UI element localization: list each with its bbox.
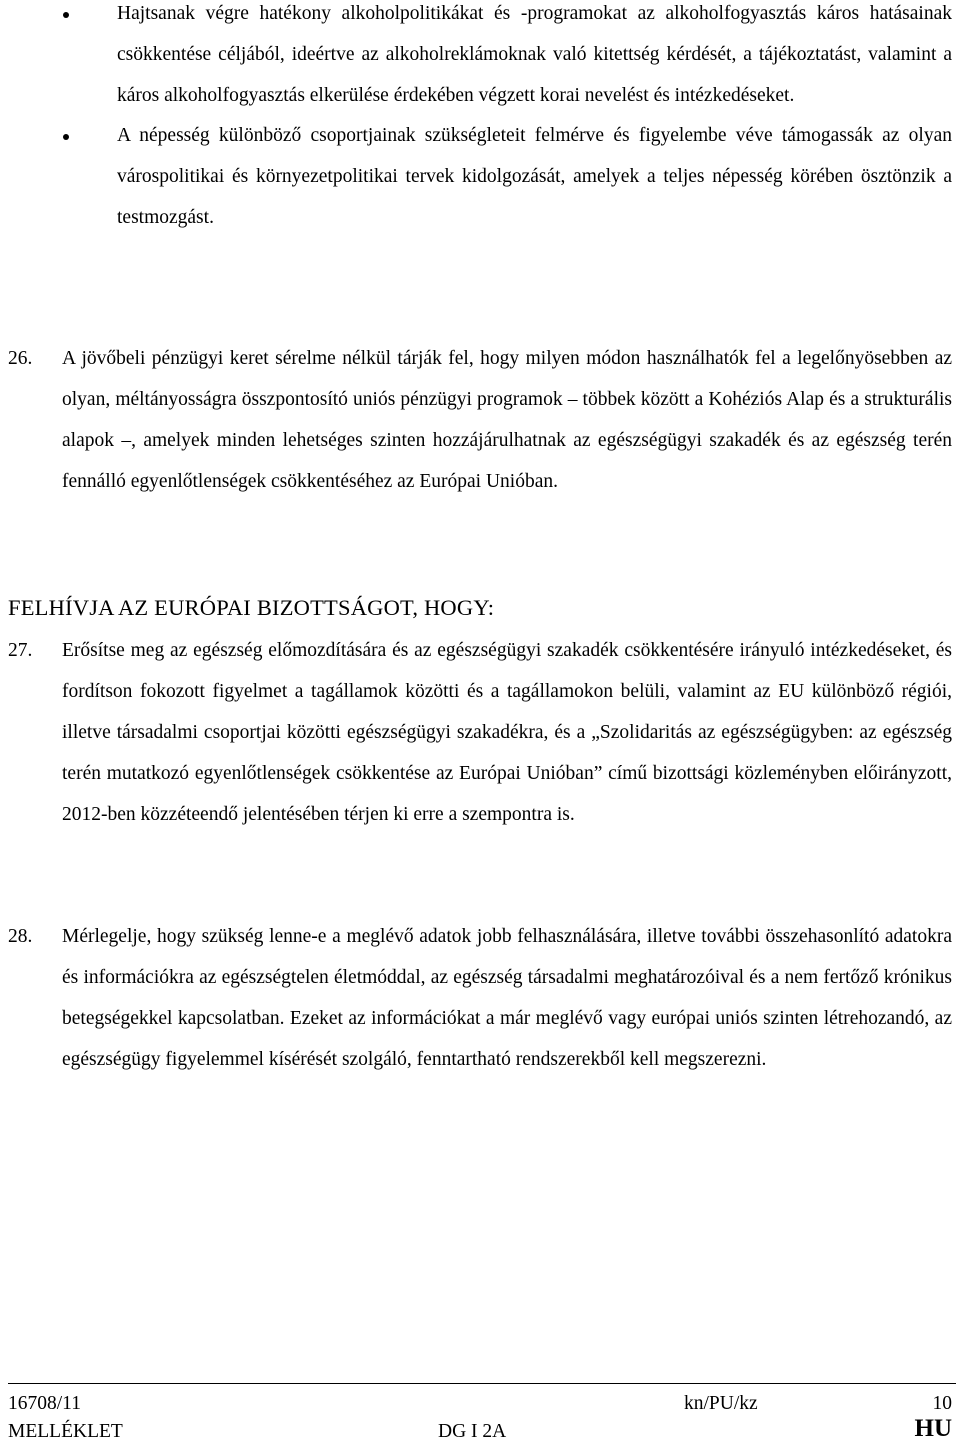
bullet-text: A népesség különböző csoportjainak szükségleteit felmérve és figyelembe véve támogassák az olyan várospolitikai és környezetpolitikai tervek kidolgozását, amelyek a teljes népesség körében ösztönzik a testmozgást. <box>117 125 952 228</box>
bullet-icon <box>63 12 69 18</box>
paragraph-text: A jövőbeli pénzügyi keret sérelme nélkül tárják fel, hogy milyen módon használhatók fel a legelőnyösebben az olyan, méltányosságra összpontosító uniós pénzügyi programok – többek között a Kohéziós Alap és a strukturális alapok –, amelyek minden lehetséges szinten hozzájárulhatnak az egészségügyi szakadék és az egészség terén fennálló egyenlőtlenségek csökkentéséhez az Európai Unióban. <box>62 348 952 492</box>
paragraph-number: 26. <box>8 348 33 369</box>
numbered-paragraph <box>8 630 952 835</box>
directorate-code: DG I 2A <box>438 1421 507 1442</box>
numbered-paragraph <box>8 338 952 502</box>
section-heading: FELHÍVJA AZ EURÓPAI BIZOTTSÁGOT, HOGY: <box>8 595 495 620</box>
author-initials: kn/PU/kz <box>684 1393 758 1414</box>
bullet-item <box>0 116 960 238</box>
bullet-icon <box>63 134 69 140</box>
footer-divider <box>8 1383 956 1384</box>
annex-label: MELLÉKLET <box>8 1421 123 1442</box>
paragraph-text: Mérlegelje, hogy szükség lenne-e a meglévő adatok jobb felhasználására, illetve további összehasonlító adatokra és információkra az egészségtelen életmóddal, az egészség társadalmi meghatározóival és a nem fertőző krónikus betegségekkel kapcsolatban. Ezeket az információkat a már meglévő vagy európai uniós szinten létrehozandó, az egészségügy figyelemmel kísérését szolgáló, fenntartható rendszerekből kell megszerezni. <box>62 926 952 1070</box>
document-number: 16708/11 <box>8 1393 81 1414</box>
page-number: 10 <box>932 1393 952 1414</box>
numbered-paragraph <box>8 916 952 1080</box>
paragraph-text: Erősítse meg az egészség előmozdítására és az egészségügyi szakadék csökkentésére irányuló intézkedéseket, és fordítson fokozott figyelmet a tagállamok közötti és a tagállamokon belüli, valamint az EU különböző régiói, illetve társadalmi csoportjai közötti egészségügyi szakadékra, és a „Szolidaritás az egészségügyben: az egészség terén mutatkozó egyenlőtlenségek csökkentése az Európai Unióban” című bizottsági közleményben előirányzott, 2012-ben közzéteendő jelentésében térjen ki erre a szempontra is. <box>62 640 952 825</box>
paragraph-number: 27. <box>8 640 33 661</box>
paragraph-number: 28. <box>8 926 33 947</box>
bullet-text: Hajtsanak végre hatékony alkoholpolitikákat és -programokat az alkoholfogyasztás káros hatásainak csökkentése céljából, ideértve az alkoholreklámoknak való kitettség kérdését, a tájékoztatást, valamint a káros alkoholfogyasztás elkerülése érdekében végzett korai nevelést és intézkedéseket. <box>117 3 952 106</box>
bullet-list <box>0 0 960 239</box>
language-code: HU <box>914 1415 952 1442</box>
bullet-item <box>0 0 960 116</box>
